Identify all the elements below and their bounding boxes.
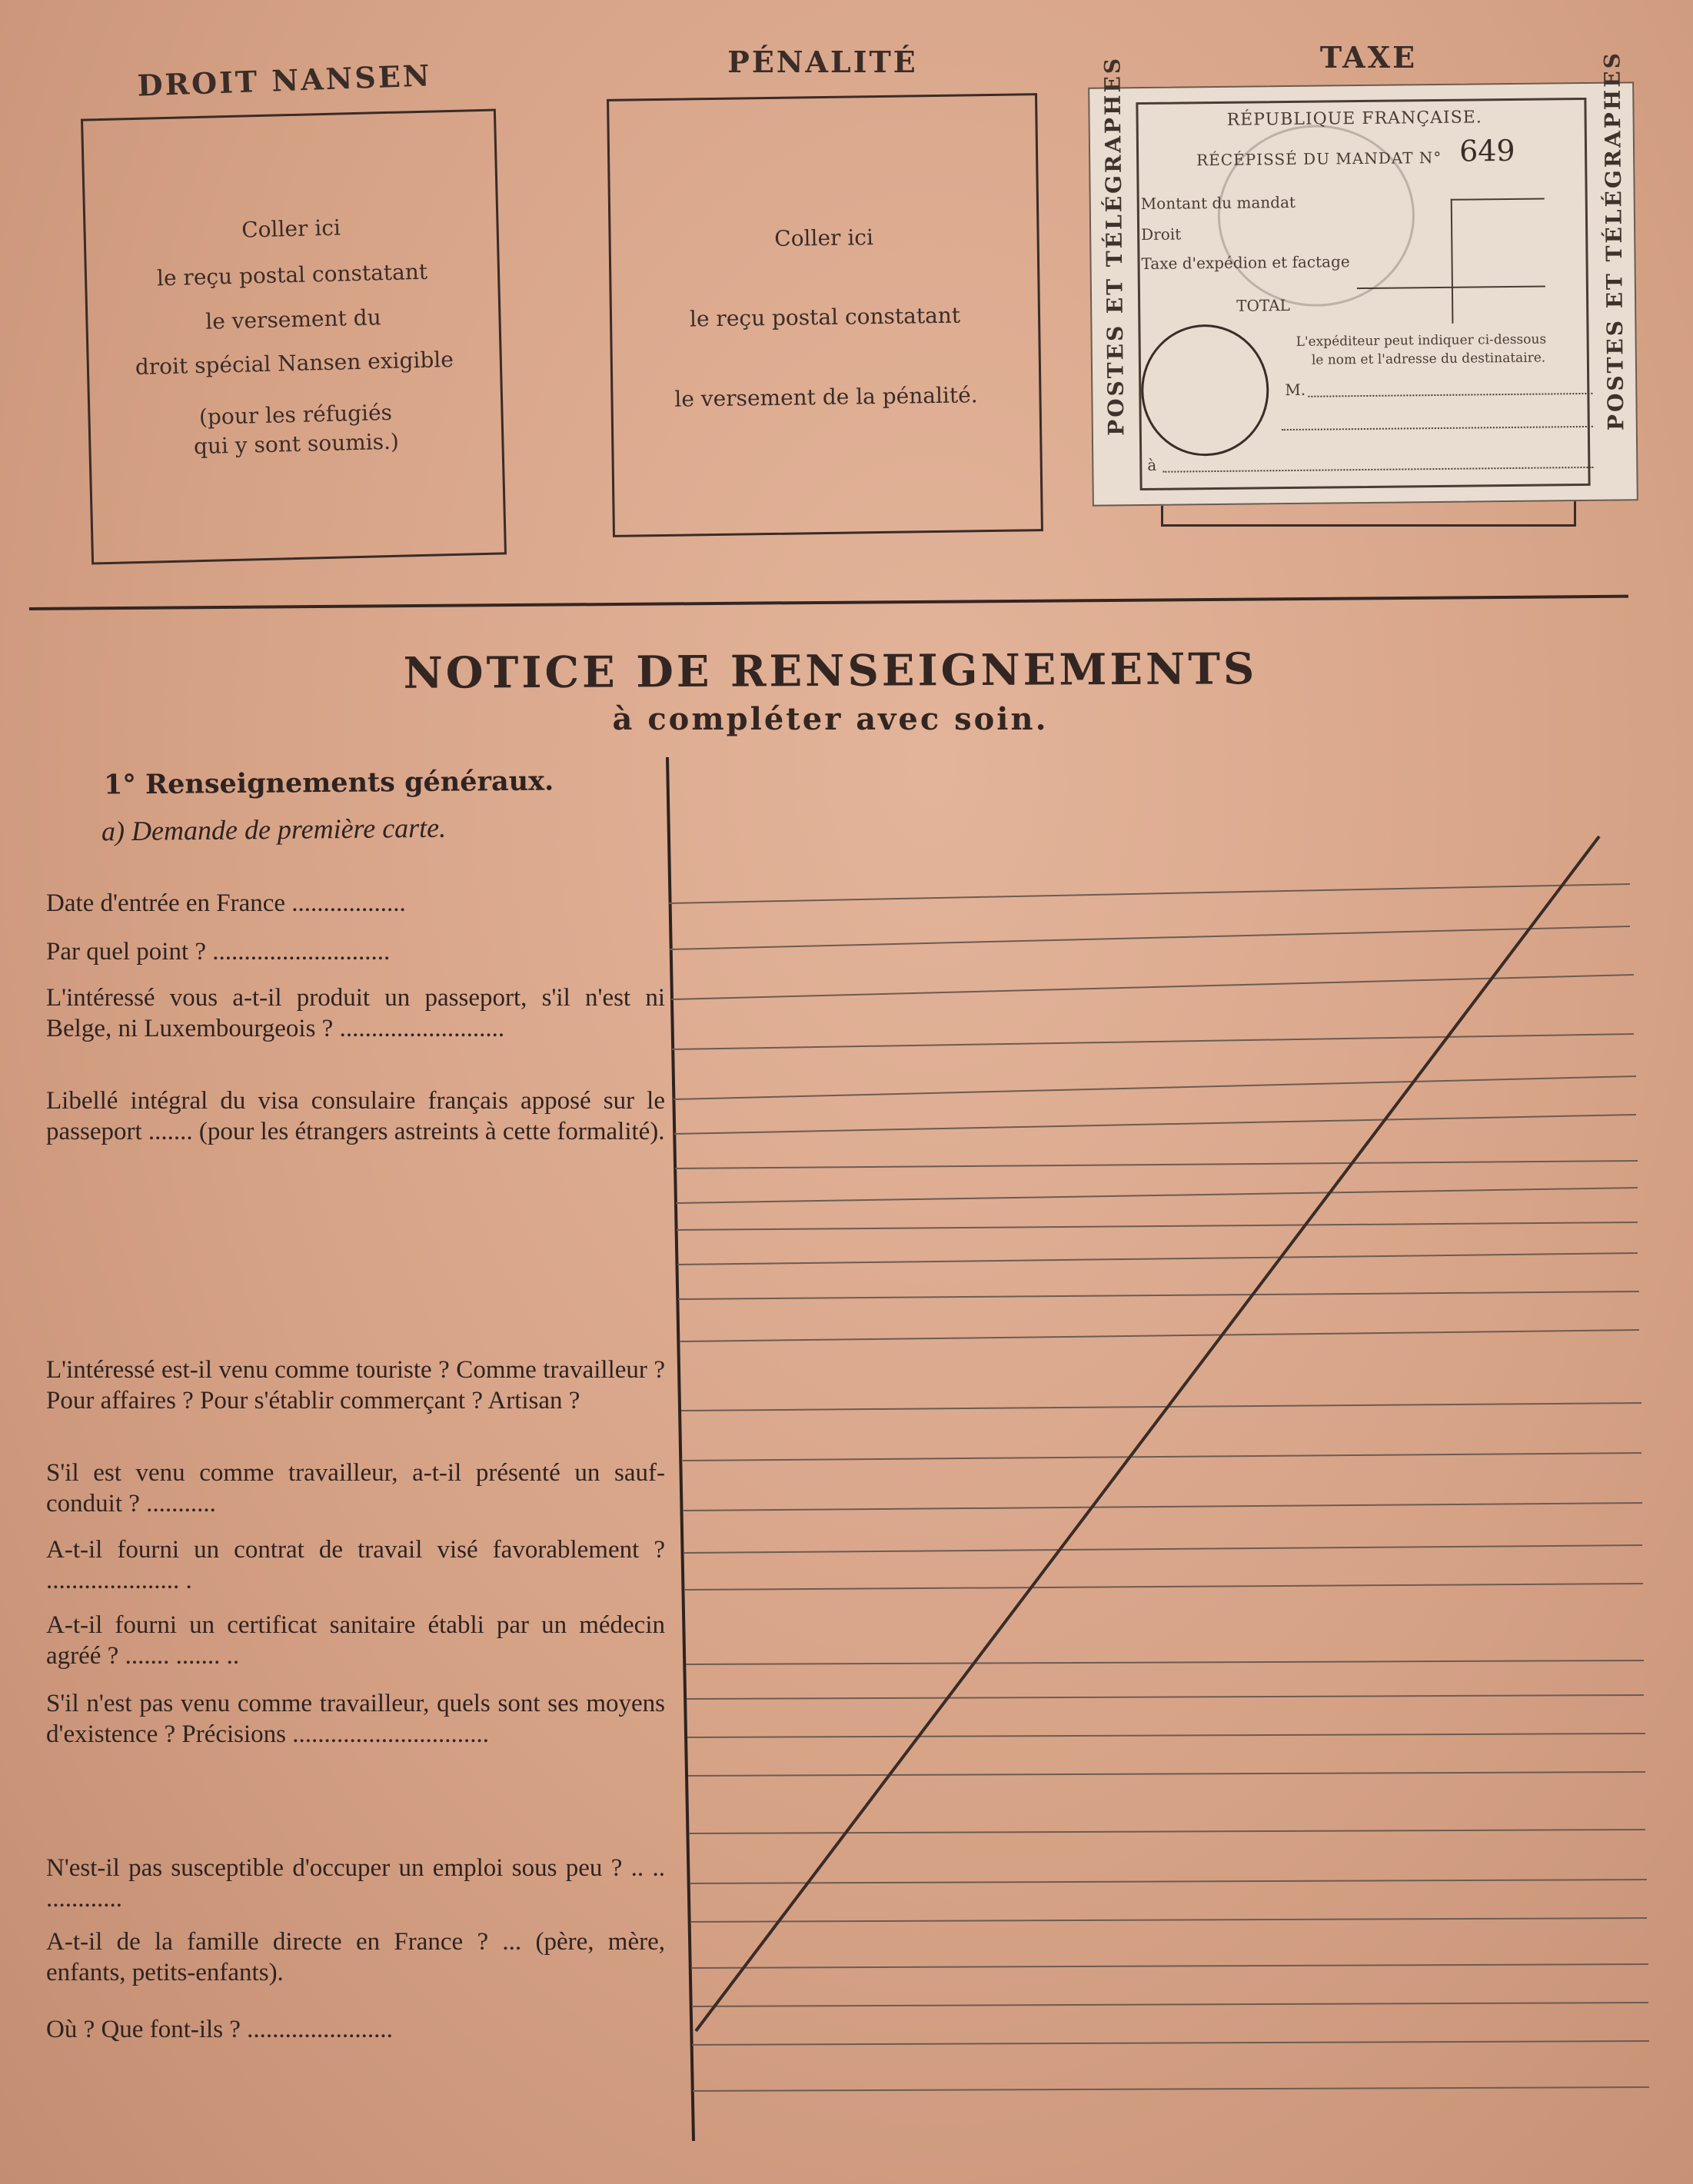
question-work-contract: A-t-il fourni un contrat de travail visé favorablement ? ..................... .: [46, 1536, 665, 1594]
receipt-a-label: à: [1147, 455, 1157, 474]
question-purpose: L'intéressé est-il venu comme touriste ? Comme travailleur ? Pour affaires ? Pour s'établir commerçant ? Artisan ?: [46, 1356, 665, 1414]
question-entry-date: Date d'entrée en France ..................: [46, 889, 406, 917]
receipt-row-taxe: Taxe d'expédion et factage: [1141, 252, 1350, 274]
receipt-note-1: L'expéditeur peut indiquer ci-dessous: [1296, 331, 1547, 350]
question-family-where: Où ? Que font-ils ? .......................: [46, 2016, 393, 2043]
nansen-line-4: droit spécial Nansen exigible: [135, 346, 454, 381]
penalite-line-2: le reçu postal constatant: [689, 302, 961, 332]
receipt-row-total: TOTAL: [1236, 295, 1290, 315]
column-separator: [667, 757, 693, 2141]
section-heading: 1° Renseignements généraux.: [103, 765, 554, 801]
receipt-side-left: POSTES ET TÉLÉGRAPHES: [1099, 55, 1129, 437]
question-safe-conduct: S'il est venu comme travailleur, a-t-il présenté un sauf-conduit ? ...........: [46, 1459, 665, 1517]
crossing-out-stroke: [696, 836, 1599, 2031]
receipt-row-amount: Montant du mandat: [1140, 192, 1296, 214]
receipt-row-droit: Droit: [1141, 224, 1182, 244]
answer-lines: [669, 884, 1649, 2091]
nansen-line-3: le versement du: [205, 304, 382, 334]
penalite-line-3: le versement de la pénalité.: [674, 382, 978, 412]
receipt-note-2: le nom et l'adresse du destinataire.: [1311, 350, 1546, 368]
question-employment: N'est-il pas susceptible d'occuper un emploi sous peu ? .. .. ............: [46, 1854, 665, 1913]
notice-subtitle: à compléter avec soin.: [612, 701, 1049, 737]
penalite-heading: PÉNALITÉ: [727, 45, 918, 79]
nansen-line-2: le reçu postal constatant: [156, 258, 428, 291]
taxe-heading: TAXE: [1319, 40, 1418, 75]
receipt-m-label: M.: [1285, 380, 1306, 400]
notice-title: NOTICE DE RENSEIGNEMENTS: [403, 643, 1258, 699]
question-health-certificate: A-t-il fourni un certificat sanitaire établi par un médecin agréé ? ....... ....... ..: [46, 1611, 665, 1670]
receipt-republic: RÉPUBLIQUE FRANÇAISE.: [1226, 108, 1482, 130]
subsection-heading: a) Demande de première carte.: [101, 812, 447, 847]
nansen-heading: DROIT NANSEN: [136, 58, 433, 103]
receipt-side-right: POSTES ET TÉLÉGRAPHES: [1599, 50, 1629, 431]
receipt-title: RÉCÉPISSÉ DU MANDAT N°: [1196, 148, 1442, 170]
penalite-line-1: Coller ici: [774, 224, 874, 251]
nansen-line-1: Coller ici: [241, 214, 341, 243]
question-family: A-t-il de la famille directe en France ? ... (père, mère, enfants, petits-enfants).: [46, 1928, 665, 1986]
question-passport: L'intéressé vous a-t-il produit un passeport, s'il n'est ni Belge, ni Luxembourgeois ? ..........................: [46, 984, 665, 1042]
question-visa: Libellé intégral du visa consulaire français apposé sur le passeport ....... (pour les étrangers astreints à cette formalité).: [46, 1087, 665, 1145]
question-entry-point: Par quel point ? ............................: [46, 938, 391, 966]
receipt-number: 649: [1459, 133, 1515, 168]
nansen-line-5: (pour les réfugiés: [198, 399, 393, 430]
nansen-line-6: qui y sont soumis.): [193, 428, 400, 460]
question-means-of-living: S'il n'est pas venu comme travailleur, quels sont ses moyens d'existence ? Précisions ...............................: [46, 1690, 665, 1748]
